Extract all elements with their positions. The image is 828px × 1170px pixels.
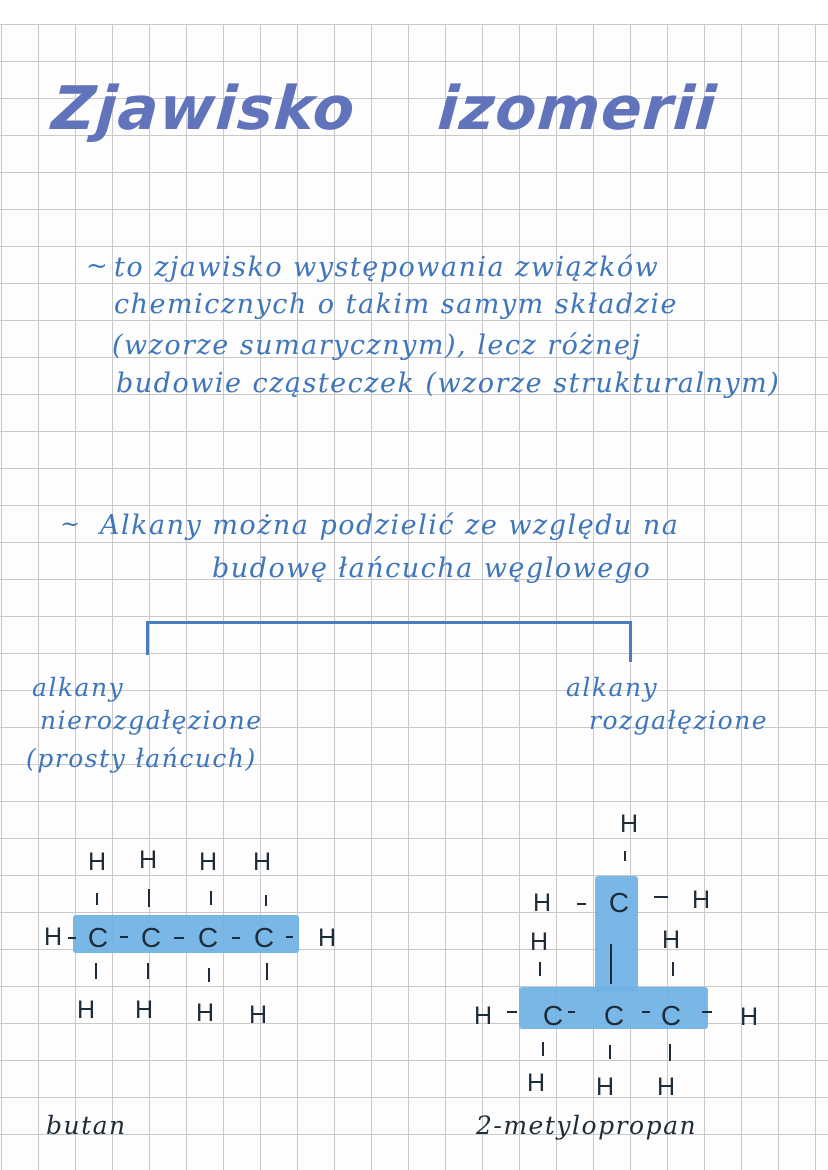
- methylpropane-bond-branch-right: [654, 896, 668, 898]
- definition-line-4: budowie cząsteczek (wzorze strukturalnym): [116, 368, 781, 399]
- butane-bond-c1-c2: [120, 936, 128, 938]
- butane-bond-bottom-2: [147, 963, 149, 979]
- butane-h-left: H: [44, 923, 63, 951]
- definition-line-1: to zjawisko występowania związków: [114, 252, 660, 283]
- methylpropane-h-upper-left: H: [529, 928, 549, 956]
- methylpropane-bond-right: [702, 1011, 712, 1013]
- methylpropane-name: 2-metylopropan: [476, 1111, 698, 1140]
- bracket-horizontal: [146, 621, 632, 624]
- butane-bond-bottom-1: [95, 963, 97, 979]
- butane-bond-top-4: [265, 895, 267, 906]
- classification-line-2: budowę łańcucha węglowego: [212, 553, 652, 584]
- butane-c-3: C: [197, 922, 219, 953]
- methylpropane-bond-branch-top: [624, 851, 626, 861]
- butane-bond-bottom-3: [208, 968, 210, 982]
- butane-h-right: H: [318, 924, 337, 952]
- butane-bond-top-1: [96, 893, 98, 905]
- branch-right-line-1: alkany: [566, 673, 659, 702]
- methylpropane-bond-bottom-3: [669, 1044, 671, 1061]
- butane-h-top-4: H: [252, 848, 272, 876]
- butane-bond-left: [68, 937, 76, 939]
- definition-line-2: chemicznych o takim samym składzie: [114, 289, 678, 320]
- methylpropane-h-branch-left: H: [532, 889, 552, 917]
- butane-h-bottom-1: H: [76, 996, 96, 1024]
- methylpropane-bond-c2-c3: [642, 1011, 650, 1013]
- butane-bond-top-3: [210, 891, 212, 905]
- methylpropane-h-branch-right: H: [691, 886, 711, 914]
- methylpropane-bond-upper-right: [672, 962, 674, 976]
- methylpropane-bond-bottom-1: [542, 1042, 544, 1056]
- butane-h-top-1: H: [87, 848, 107, 876]
- butane-c-4: C: [253, 922, 275, 953]
- methylpropane-bond-c1-c2: [568, 1011, 575, 1013]
- bracket-left-leg: [146, 621, 149, 655]
- methylpropane-c-2: C: [603, 1000, 625, 1031]
- classification-bullet: ~: [60, 510, 82, 538]
- methylpropane-c-3: C: [660, 1000, 682, 1031]
- methylpropane-h-bottom-2: H: [595, 1073, 615, 1101]
- methylpropane-h-right: H: [740, 1003, 759, 1031]
- methylpropane-bond-left: [507, 1011, 517, 1013]
- branch-left-line-3: (prosty łańcuch): [26, 744, 257, 773]
- title-word-2: izomerii: [435, 74, 720, 144]
- branch-right-line-2: rozgałęzione: [589, 706, 769, 735]
- butane-h-bottom-2: H: [134, 996, 154, 1024]
- methylpropane-bond-branch-main: [610, 944, 612, 984]
- methylpropane-bond-bottom-2: [609, 1045, 611, 1059]
- methylpropane-h-branch-top: H: [619, 810, 639, 838]
- butane-bond-c3-c4: [232, 937, 240, 939]
- butane-h-top-2: H: [138, 846, 158, 874]
- methylpropane-bond-branch-left: [577, 903, 586, 905]
- classification-line-1: Alkany można podzielić ze względu na: [100, 510, 680, 541]
- methylpropane-h-bottom-3: H: [656, 1073, 676, 1101]
- butane-h-bottom-4: H: [248, 1001, 268, 1029]
- methylpropane-bond-upper-left: [539, 962, 541, 976]
- definition-bullet: ~: [86, 251, 110, 281]
- branch-left-line-2: nierozgałęzione: [40, 706, 263, 735]
- methylpropane-c-branch: C: [608, 887, 630, 918]
- butane-bond-right: [286, 936, 293, 938]
- title-word-1: Zjawisko: [49, 74, 358, 144]
- bracket-right-leg: [629, 621, 632, 662]
- methylpropane-c-1: C: [542, 1000, 564, 1031]
- butane-bond-bottom-4: [266, 963, 268, 980]
- butane-c-1: C: [87, 922, 109, 953]
- butane-bond-c2-c3: [174, 937, 184, 939]
- methylpropane-h-bottom-1: H: [526, 1069, 546, 1097]
- methylpropane-h-left: H: [474, 1002, 493, 1030]
- methylpropane-h-upper-right: H: [661, 926, 681, 954]
- definition-line-3: (wzorze sumarycznym), lecz różnej: [112, 330, 642, 361]
- butane-name: butan: [46, 1111, 127, 1140]
- butane-c-2: C: [140, 922, 162, 953]
- butane-h-top-3: H: [198, 848, 218, 876]
- butane-h-bottom-3: H: [195, 999, 215, 1027]
- branch-left-line-1: alkany: [32, 673, 125, 702]
- butane-bond-top-2: [148, 889, 150, 907]
